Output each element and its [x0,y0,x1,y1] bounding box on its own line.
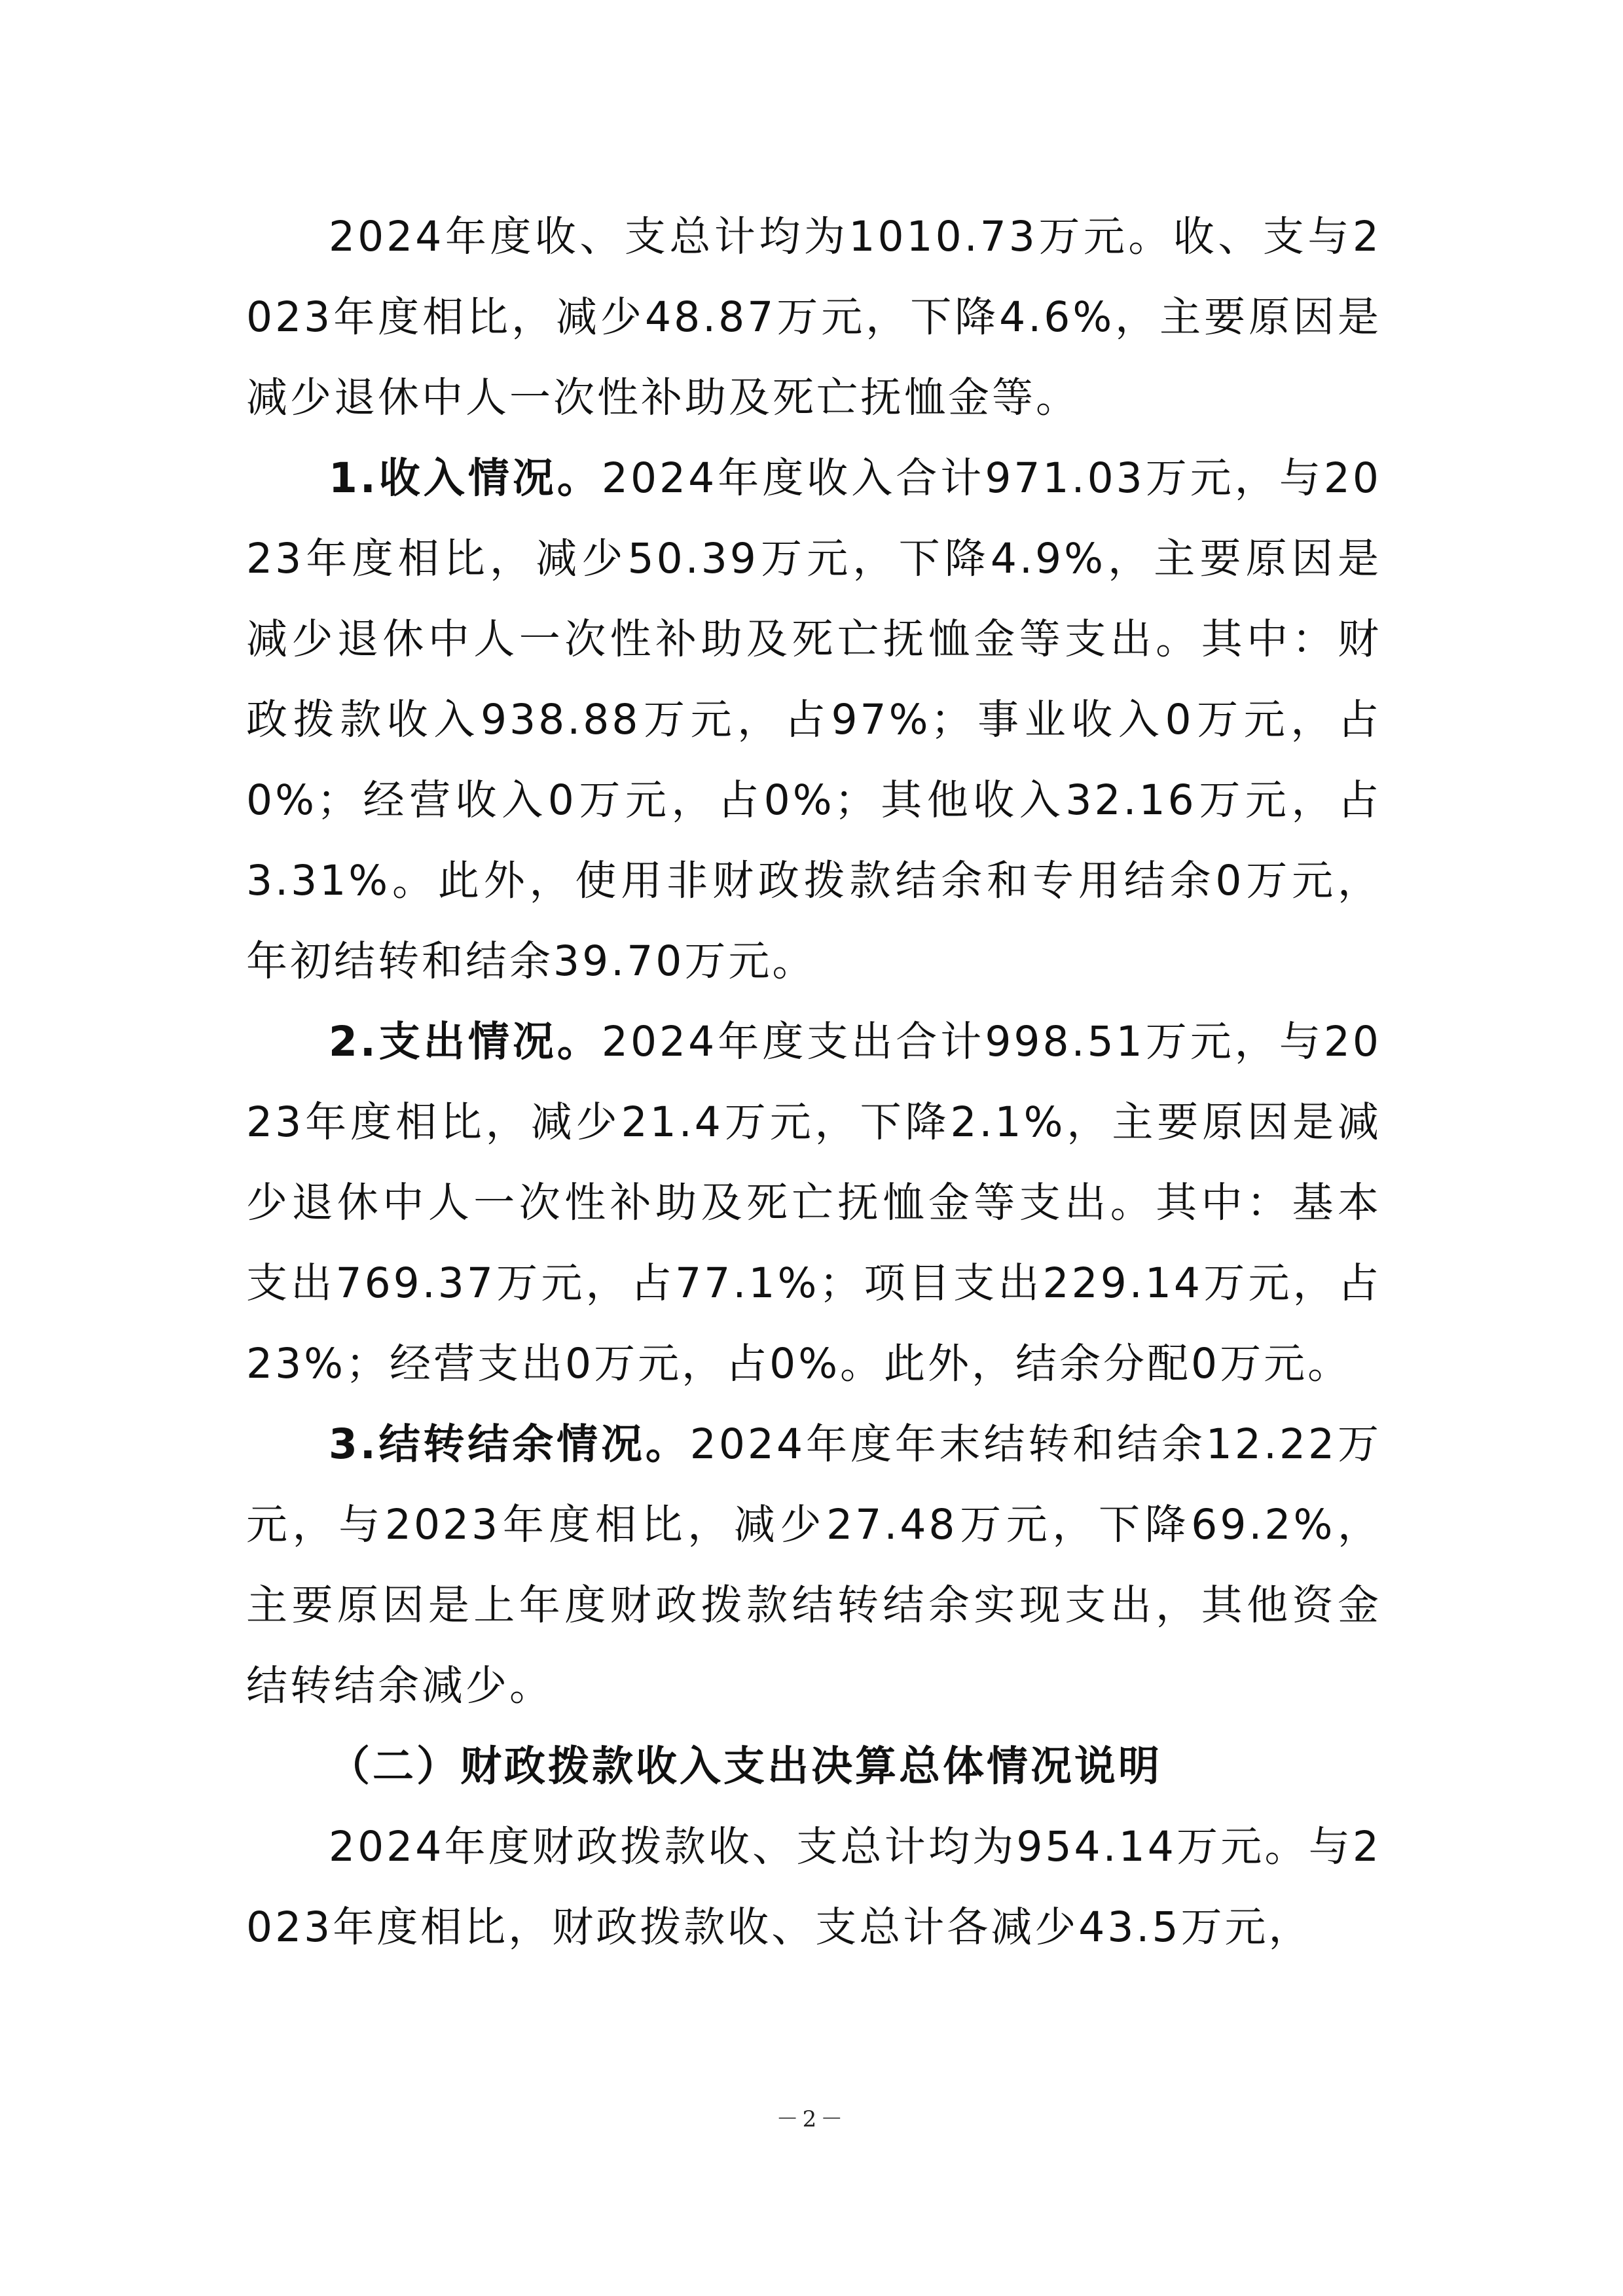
paragraph-text: 2024年度财政拨款收、支总计均为954.14万元。与2023年度相比，财政拨款收、支总计各减少43.5万元， [246,1823,1381,1951]
paragraph-expenditure [246,1001,1381,1404]
section-number: 1 [329,454,360,502]
section-lead: .支出情况。 [359,1018,602,1066]
paragraph-overview [246,196,1381,438]
paragraph-carryover [246,1404,1381,1726]
paragraph-income [246,438,1381,1001]
section-number: 3 [329,1420,360,1468]
page-number: －2－ [776,2106,847,2132]
heading-text: （二）财政拨款收入支出决算总体情况说明 [329,1742,1162,1790]
paragraph-text: 2024年度年末结转和结余12.22万元，与2023年度相比，减少27.48万元，下降69.2%，主要原因是上年度财政拨款结转结余实现支出，其他资金结转结余减少。 [246,1420,1382,1710]
document-body [246,196,1381,1967]
section-number: 2 [329,1018,360,1066]
section-lead: .结转结余情况。 [359,1420,690,1468]
section-heading [246,1726,1381,1806]
section-lead: .收入情况。 [359,454,602,502]
paragraph-text: 2024年度收、支总计均为1010.73万元。收、支与2023年度相比，减少48.87万元，下降4.6%，主要原因是减少退休中人一次性补助及死亡抚恤金等。 [246,213,1381,422]
paragraph-text: 2024年度支出合计998.51万元，与2023年度相比，减少21.4万元，下降2.1%，主要原因是减少退休中人一次性补助及死亡抚恤金等支出。其中：基本支出769.37万元，占77.1%；项目支出229.14万元，占23%；经营支出0万元，占0%。此外，结余分配0万元。 [246,1018,1381,1388]
paragraph-fiscal-summary [246,1806,1381,1967]
paragraph-text: 2024年度收入合计971.03万元，与2023年度相比，减少50.39万元，下降4.9%，主要原因是减少退休中人一次性补助及死亡抚恤金等支出。其中：财政拨款收入938.88万元，占97%；事业收入0万元，占0%；经营收入0万元，占0%；其他收入32.16万元，占3.31%。此外，使用非财政拨款结余和专用结余0万元，年初结转和结余39.70万元。 [246,454,1381,985]
